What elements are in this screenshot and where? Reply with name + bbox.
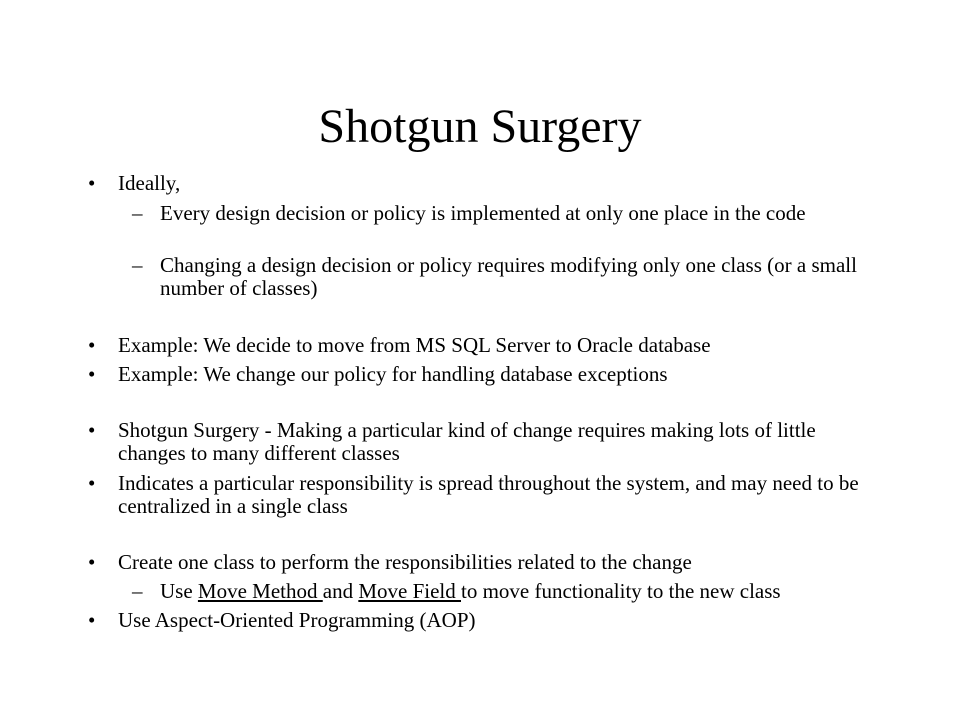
bullet-text: Create one class to perform the responsibilities related to the change <box>118 550 692 574</box>
bullet-indicates <box>88 471 878 518</box>
bullet-text: Ideally, <box>118 171 181 195</box>
bullet-marker: • <box>88 418 96 442</box>
bullet-text: Indicates a particular responsibility is spread throughout the system, and may need to be centralized in a single class <box>118 471 859 518</box>
bullet-aop <box>88 608 878 632</box>
subbullet-one-class <box>132 253 860 300</box>
bullet-text: Use Aspect-Oriented Programming (AOP) <box>118 608 476 632</box>
bullet-text: Example: We decide to move from MS SQL Server to Oracle database <box>118 333 711 357</box>
subbullet-move-refactorings <box>132 579 860 603</box>
bullet-marker: • <box>88 171 96 195</box>
subbullet-text-post: to move functionality to the new class <box>461 579 781 603</box>
bullet-marker: • <box>88 471 96 495</box>
bullet-create-class <box>88 550 878 574</box>
bullet-example-db <box>88 333 878 357</box>
bullet-text: Example: We change our policy for handling database exceptions <box>118 362 668 386</box>
bullet-marker: • <box>88 333 96 357</box>
subbullet-text: Changing a design decision or policy requires modifying only one class (or a small number of classes) <box>160 253 857 300</box>
subbullet-text-mid: and <box>322 579 359 603</box>
subbullet-one-place <box>132 201 860 225</box>
bullet-marker: • <box>88 550 96 574</box>
subbullet-text: Every design decision or policy is implemented at only one place in the code <box>160 201 806 225</box>
bullet-example-policy <box>88 362 878 386</box>
bullet-marker: • <box>88 362 96 386</box>
bullet-shotgun-definition <box>88 418 878 465</box>
dash-marker: – <box>132 253 143 277</box>
bullet-ideally <box>88 171 878 195</box>
subbullet-text-pre: Use <box>160 579 198 603</box>
bullet-marker: • <box>88 608 96 632</box>
move-method-link[interactable]: Move Method <box>197 579 323 603</box>
move-field-link[interactable]: Move Field <box>358 579 461 603</box>
dash-marker: – <box>132 201 143 225</box>
bullet-text: Shotgun Surgery - Making a particular kind of change requires making lots of little changes to many different classes <box>118 418 816 465</box>
slide-title: Shotgun Surgery <box>318 100 642 153</box>
dash-marker: – <box>132 579 143 603</box>
